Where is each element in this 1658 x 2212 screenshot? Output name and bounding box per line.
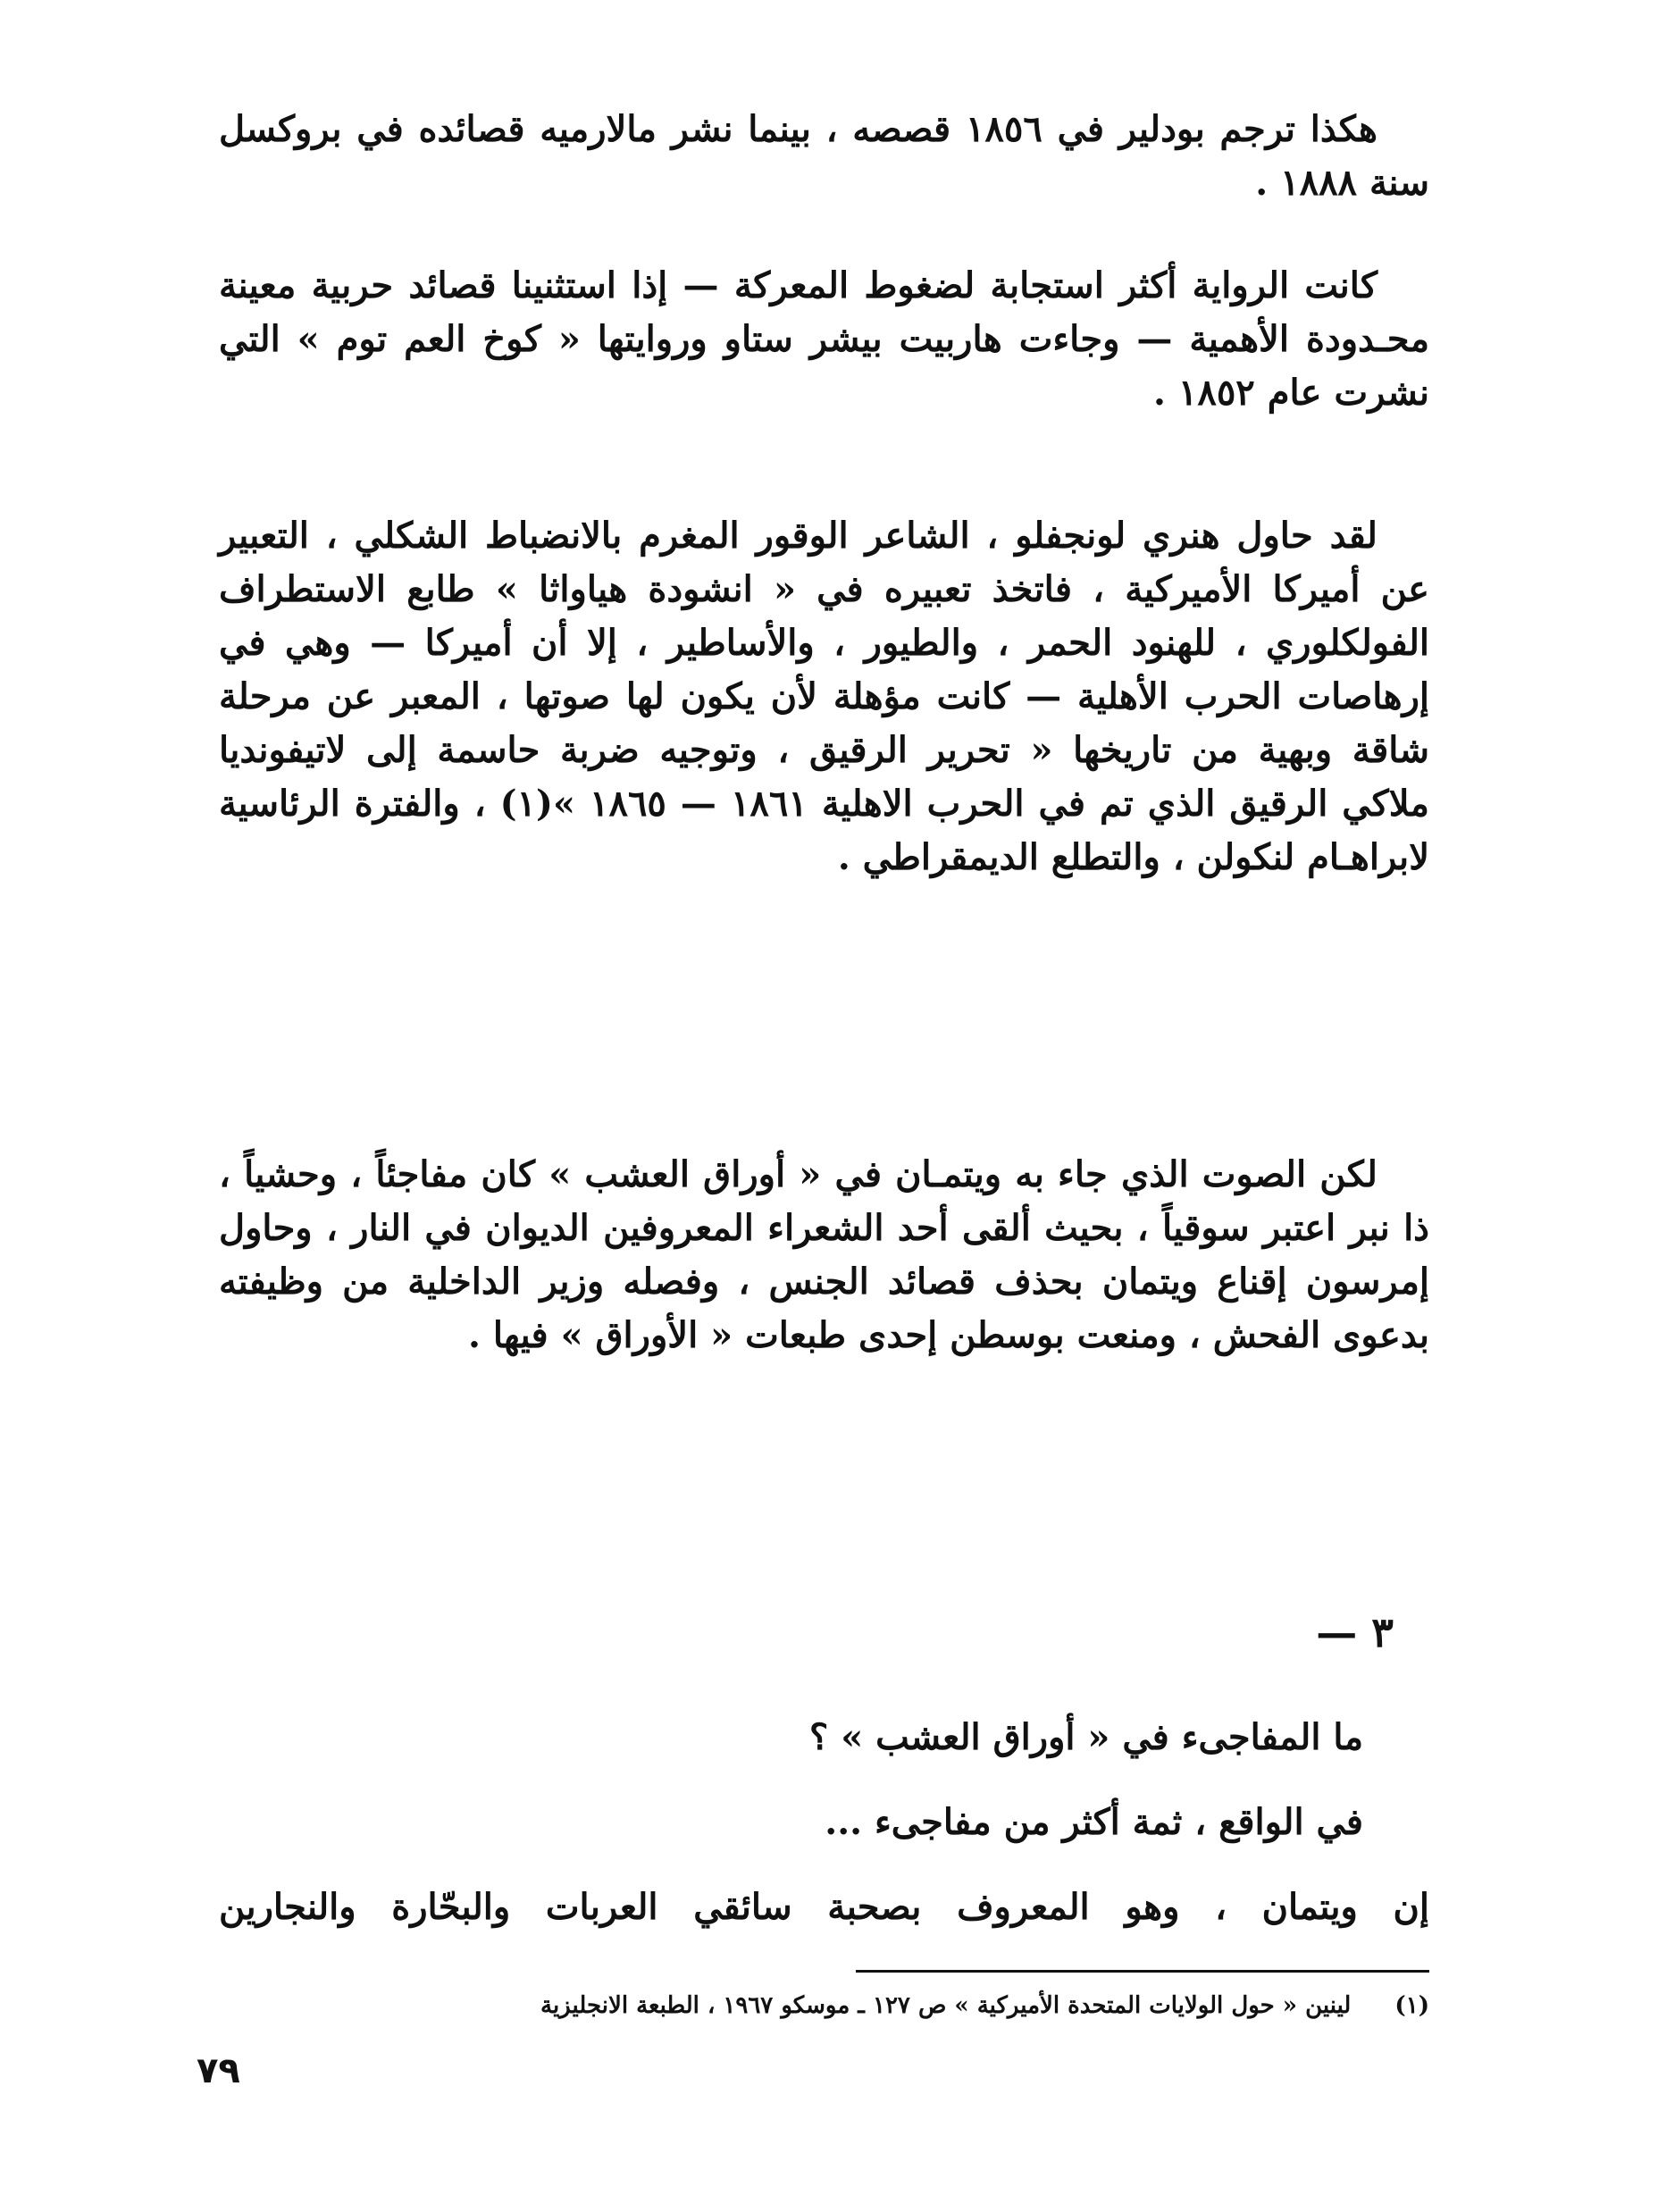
footnote-mark: (١) [1394, 1992, 1429, 2019]
page-number: ٧٩ [197, 2050, 240, 2091]
footnote-divider [856, 1970, 1429, 1973]
continuation-line: إن ويتمان ، وهو المعروف بصحبة سائقي العربات والبحّارة والنجارين [219, 1886, 1429, 1928]
paragraph-2: كانت الرواية أكثر استجابة لضغوط المعركة — إذا استثنينا قصائد حربية معينة محـدودة الأهمية — وجاءت هاربيت بيشر ستاو وروايتها « كوخ العم توم » التي نشرت عام ١٨٥٢ . [219, 264, 1429, 414]
footnote [223, 1988, 1429, 2023]
answer-line: في الواقع ، ثمة أكثر من مفاجىء ... [825, 1801, 1363, 1843]
paragraph-3: لقد حاول هنري لونجفلو ، الشاعر الوقور المغرم بالانضباط الشكلي ، التعبير عن أميركا الأميركية ، فاتخذ تعبيره في « انشودة هياواثا » طابع الاستطراف الفولكلوري ، للهنود الحمر ، والطيور ، والأساطير ، إلا أن أميركا — وهي في إرهاصات الحرب الأهلية — كانت مؤهلة لأن يكون لها صوتها ، المعبر عن مرحلة شاقة وبهية من تاريخها « تحرير الرقيق ، وتوجيه ضربة حاسمة إلى لاتيفونديا ملاكي الرقيق الذي تم في الحرب الاهلية ١٨٦١ — ١٨٦٥ »(١) ، والفترة الرئاسية لابراهـام لنكولن ، والتطلع الديمقراطي . [219, 515, 1429, 878]
paragraph-1: هكذا ترجم بودلير في ١٨٥٦ قصصه ، بينما نشر مالارميه قصائده في بروكسل سنة ١٨٨٨ . [219, 108, 1429, 204]
section-number: ٣ — [1316, 1608, 1394, 1656]
paragraph-4: لكن الصوت الذي جاء به ويتمـان في « أوراق العشب » كان مفاجئاً ، وحشياً ، ذا نبر اعتبر سوقياً ، بحيث ألقى أحد الشعراء المعروفين الديوان في النار ، وحاول إمرسون إقناع ويتمان بحذف قصائد الجنس ، وفصله وزير الداخلية من وظيفته بدعوى الفحش ، ومنعت بوسطن إحدى طبعات « الأوراق » فيها . [219, 1153, 1429, 1356]
question-line: ما المفاجىء في « أوراق العشب » ؟ [809, 1716, 1363, 1758]
footnote-text: لينين « حول الولايات المتحدة الأميركية » ص ١٢٧ ـ موسكو ١٩٦٧ ، الطبعة الانجليزية [540, 1992, 1352, 2019]
